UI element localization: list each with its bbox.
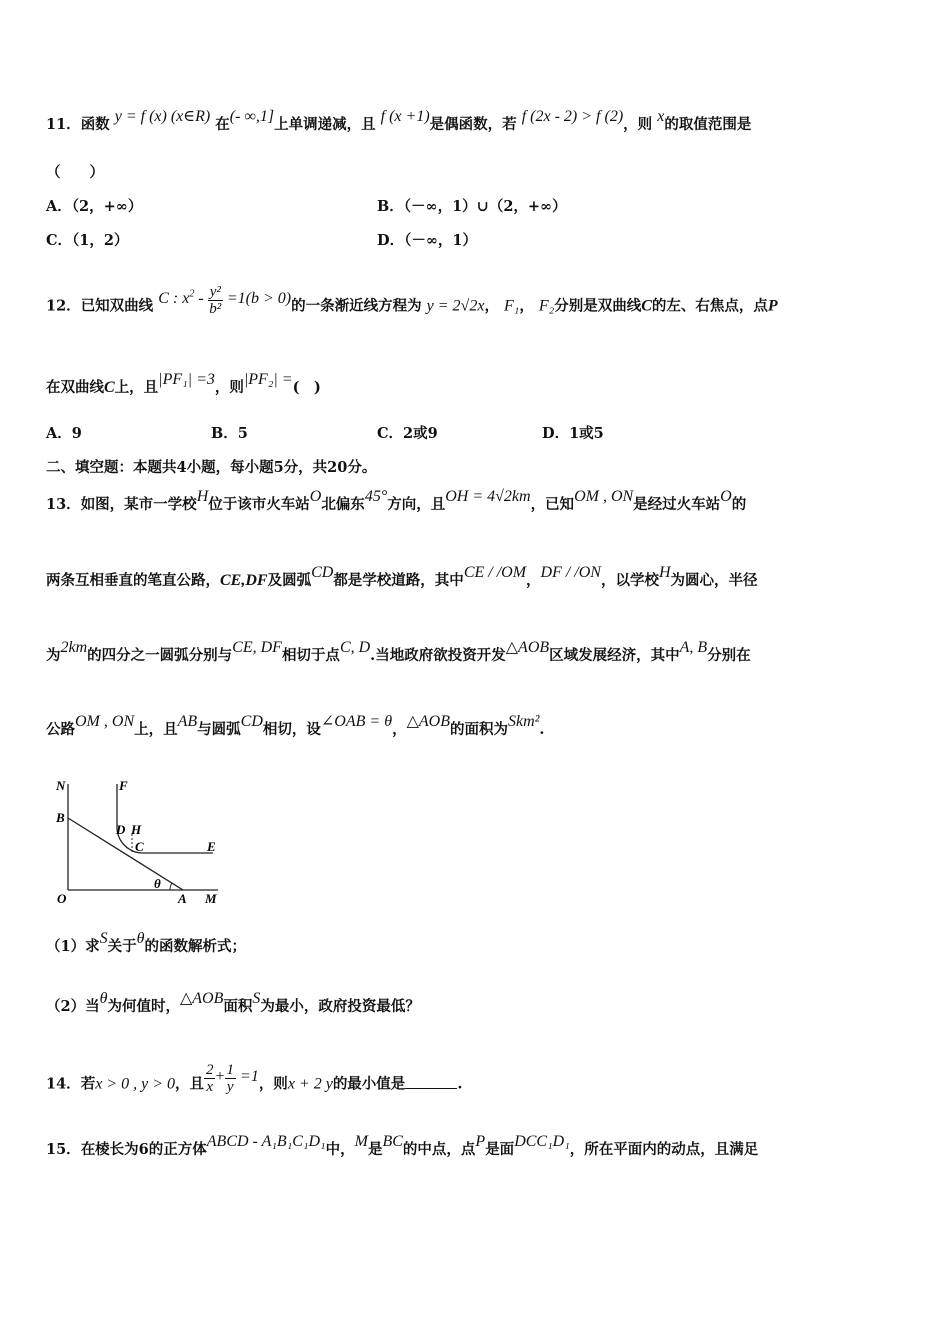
q12-option-a: A．9 bbox=[46, 425, 82, 442]
q13-line4: 公路OM , ON上，且AB与圆弧CD相切，设∠OAB = θ，△AOB的面积为Skm². bbox=[46, 713, 545, 738]
q13-line1: 13．如图，某市一学校H位于该市火车站O北偏东45°方向，且OH = 4√2km，已知OM , ON是经过火车站O的 bbox=[46, 488, 747, 513]
q14-fraction-1: $\frac{2}{x}$ bbox=[205, 1062, 214, 1095]
q14-answer-blank[interactable] bbox=[405, 1074, 457, 1089]
label-m: M bbox=[205, 891, 217, 906]
q12-line2: 在双曲线C上，且|PF₁| =3，则|PF₂| =( ) bbox=[46, 371, 321, 396]
q13-part2: （2）当θ为何值时，△AOB面积S为最小，政府投资最低？ bbox=[46, 990, 420, 1015]
q11-option-b: B．（－∞，1）∪（2，+∞） bbox=[377, 198, 567, 215]
q13-part1: （1）求S关于θ的函数解析式； bbox=[46, 930, 246, 955]
q12-fraction: $\frac{\text{y²}}{\text{b²}}$ bbox=[209, 284, 222, 317]
q11-math-function: y = f (x) (x∈R) bbox=[114, 108, 211, 125]
q15-line: 15．在棱长为6的正方体ABCD - A₁B₁C₁D₁中，M是BC的中点，点P是面DCC₁D₁，所在平面内的动点，且满足 bbox=[46, 1133, 759, 1158]
label-f: F bbox=[119, 778, 128, 793]
label-e: E bbox=[207, 839, 216, 854]
q11-option-d: D．（－∞，1） bbox=[377, 232, 477, 249]
q14-line: 14．若x > 0 , y > 0，且 $\frac{2}{x}$ + $\frac{1}{y}$ =1，则x + 2 y的最小值是 . bbox=[46, 1062, 463, 1095]
q14-number: 14． bbox=[46, 1075, 81, 1093]
q12-option-b: B．5 bbox=[211, 425, 248, 442]
q12-option-c: C．2或9 bbox=[377, 425, 438, 442]
road-df-arc-ce bbox=[117, 784, 213, 853]
q12-option-d: D．1或5 bbox=[542, 425, 604, 442]
label-a: A bbox=[178, 891, 187, 906]
segment-ab bbox=[68, 818, 183, 890]
q13-number: 13． bbox=[46, 496, 81, 513]
label-d: D bbox=[116, 822, 126, 837]
q14-fraction-2: $\frac{1}{y}$ bbox=[226, 1062, 235, 1095]
label-n: N bbox=[56, 778, 66, 793]
label-o: O bbox=[57, 891, 67, 906]
label-theta: θ bbox=[154, 876, 161, 891]
q12-line1: 12．已知双曲线 C : $x^2$ - $\frac{\text{y²}}{\text{b²}}$ =1(b > 0)的一条渐近线方程为 y = 2√2x， F₁， F₂分别是双曲线C的左、右焦点，点P bbox=[46, 284, 778, 317]
label-c: C bbox=[135, 839, 144, 854]
q11-option-a: A．（2，+∞） bbox=[46, 198, 143, 215]
angle-theta-arc bbox=[170, 883, 172, 890]
q11-line1: 11．函数 y = f (x) (x∈R) 在(- ∞,1]上单调递减，且 f (x +1)是偶函数，若 f (2x - 2) > f (2)，则 x的取值范围是 bbox=[46, 108, 752, 133]
section-heading-fill-in: 二、填空题：本题共4小题，每小题5分，共20分。 bbox=[46, 459, 377, 476]
q15-number: 15． bbox=[46, 1141, 81, 1158]
q11-option-c: C．（1，2） bbox=[46, 232, 129, 249]
q13-figure bbox=[50, 776, 240, 906]
q13-line2: 两条互相垂直的笔直公路，CE,DF及圆弧CD都是学校道路，其中CE / /OM，DF / /ON，以学校H为圆心，半径 bbox=[46, 564, 758, 589]
q11-answer-paren: （ ） bbox=[46, 164, 104, 181]
q13-line3: 为2km的四分之一圆弧分别与CE, DF相切于点C, D.当地政府欲投资开发△AOB区域发展经济，其中A, B分别在 bbox=[46, 639, 751, 664]
label-h: H bbox=[131, 822, 142, 837]
label-b: B bbox=[56, 810, 65, 825]
q12-number: 12． bbox=[46, 297, 81, 315]
q11-number: 11． bbox=[46, 116, 81, 133]
